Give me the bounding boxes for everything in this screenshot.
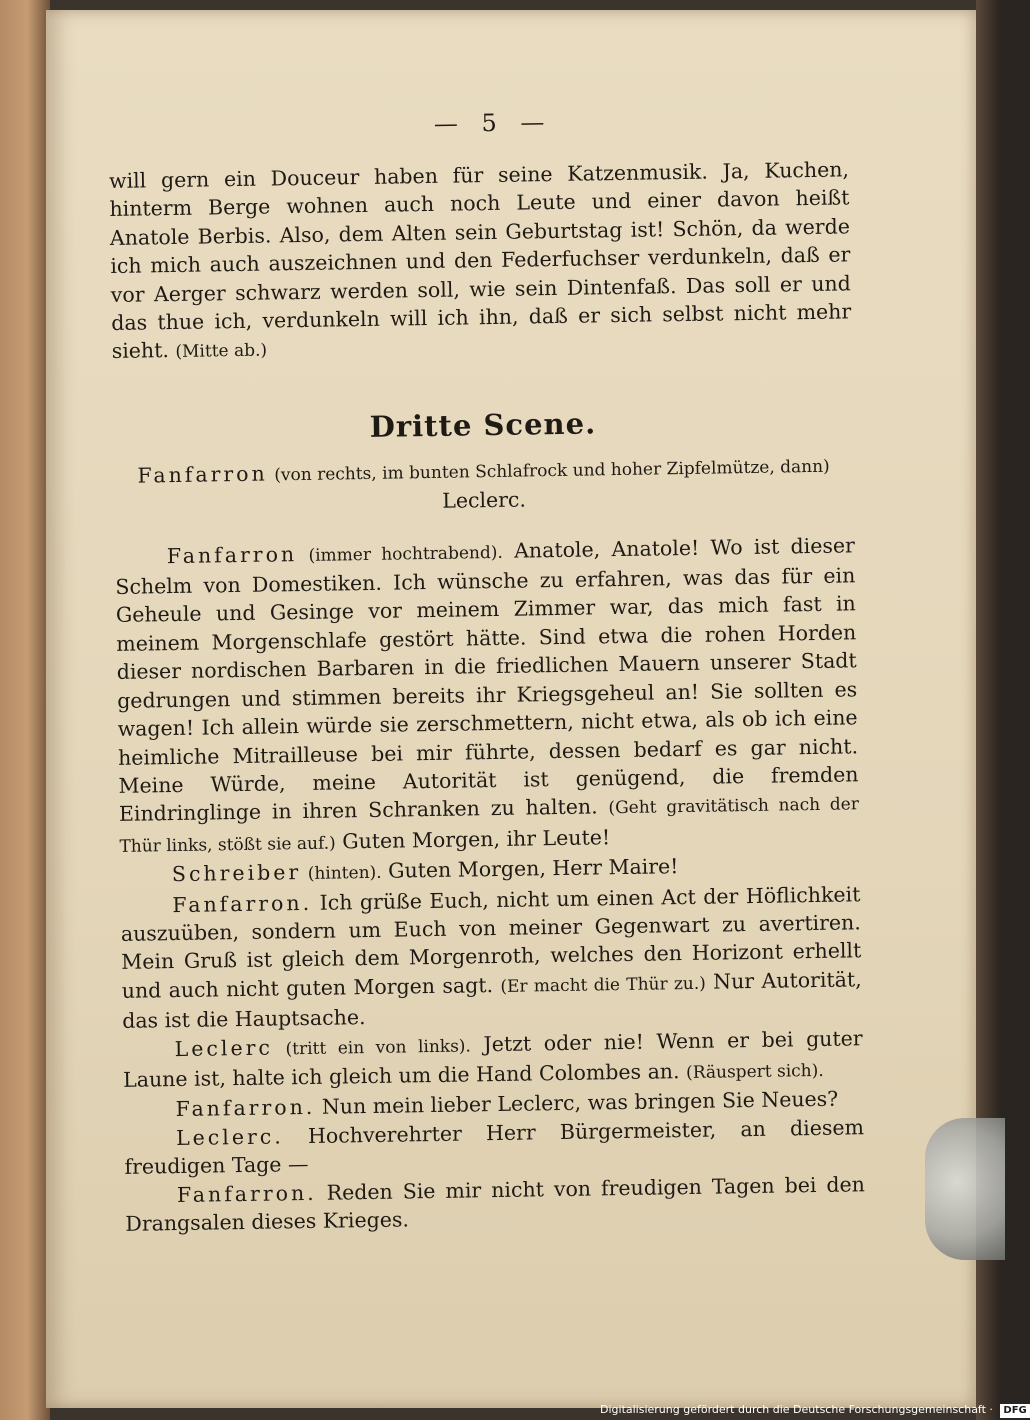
stage-direction: (tritt ein von links). <box>285 1035 472 1059</box>
dialogue-line <box>120 880 862 1036</box>
stage-direction: (immer hochtrabend). <box>308 542 503 566</box>
cast-name-1: Fanfarron <box>137 461 268 488</box>
line-text: Anatole, Anatole! Wo ist dieser Schelm von Domestiken. Ich wünsche zu erfahren, was das für ein Geheule und Gesinge vor meinem Zimmer war, das mich fast in meinem Morgenschlafe gestört hätte. Sind etwa die rohen Horden dieser nordischen Barbaren in die friedlichen Mauern unserer Stadt gedrungen und stimmen bereits ihr Kriegsgeheul an! Sie sollten es wagen! Ich allein würde sie zerschmettern, nicht etwa, als ob ich eine heimliche Mitrailleuse bei mir führte, dessen bedarf es gar nicht. Meine Würde, meine Autorität ist genügend, die fremden Eindringlinge in ihren Schranken zu halten. <box>115 532 859 827</box>
line-text: Hochverehrter Herr Bürgermeister, an diesem freudigen Tage — <box>124 1115 865 1180</box>
stage-direction: (hinten). <box>307 862 382 885</box>
dialogue-line <box>125 1170 866 1238</box>
line-text: Guten Morgen, Herr Maire! <box>387 854 679 883</box>
scene-title: Dritte Scene. <box>369 406 597 444</box>
line-text: Nun mein lieber Leclerc, was bringen Sie Neues? <box>321 1087 839 1120</box>
page-text <box>108 103 866 1238</box>
cast-stage-direction: (von rechts, im bunten Schlafrock und hoher Zipfelmütze, dann) <box>274 456 830 486</box>
line-text-2: Nur Autorität, das ist die Hauptsache. <box>122 967 862 1034</box>
line-text-2: Guten Morgen, ihr Leute! <box>342 824 611 854</box>
credit-text: Digitalisierung gefördert durch die Deutsche Forschungsgemeinschaft · <box>600 1403 993 1416</box>
speaker-name: Fanfarron <box>166 541 298 568</box>
speaker-name: Leclerc <box>174 1035 274 1061</box>
dialogue-line <box>115 531 860 861</box>
line-text: Jetzt oder nie! Wenn er bei guter Laune ist, halte ich gleich um die Hand Colombes an. <box>122 1025 863 1092</box>
speaker-name: Schreiber <box>171 860 302 887</box>
paragraph-1 <box>109 155 852 367</box>
cast-name-2: Leclerc. <box>442 487 527 514</box>
line-text: Ich grüße Euch, nicht um einen Act der Höflichkeit auszuüben, sondern um Euch von meiner Gegenwart zu avertiren. Mein Gruß ist gleich dem Morgenroth, welches den Horizont erhellt und auch nicht guten Morgen sagt. <box>120 881 862 1003</box>
speaker-name: Fanfarron. <box>172 890 313 917</box>
line-text: Reden Sie mir nicht von freudigen Tagen bei den Drangsalen dieses Krieges. <box>125 1171 866 1236</box>
stage-direction-2: (Er macht die Thür zu.) <box>500 973 706 997</box>
scanner-thumb-shadow <box>925 1118 1005 1260</box>
speaker-name: Leclerc. <box>175 1124 284 1150</box>
speaker-name: Fanfarron. <box>176 1180 317 1207</box>
dfg-logo: DFG <box>1000 1404 1029 1418</box>
speaker-name: Fanfarron. <box>175 1095 316 1122</box>
adjacent-page-edge <box>0 0 50 1420</box>
cast-list <box>113 450 854 520</box>
stage-direction-2: (Räuspert sich). <box>685 1060 824 1084</box>
stage-direction-2: (Geht gravitätisch nach der Thür links, stößt sie auf.) <box>119 794 860 857</box>
paragraph-1-text: will gern ein Douceur haben für seine Katzenmusik. Ja, Kuchen, hinterm Berge wohnen auch noch Leute und einer davon heißt Anatole Berbis. Also, dem Alten sein Geburtstag ist! Schön, da werde ich mich auch auszeichnen und den Federfuchser verdunkeln, daß er vor Aerger schwarz werden soll, wie sein Dintenfaß. Das soll er und das thue ich, verdunkeln will ich ihn, daß er sich selbst nicht mehr sieht. <box>108 157 852 364</box>
page-number: — 5 — <box>433 108 553 138</box>
paragraph-1-stage-direction: (Mitte ab.) <box>175 340 268 363</box>
digitization-credit <box>600 1401 1027 1419</box>
